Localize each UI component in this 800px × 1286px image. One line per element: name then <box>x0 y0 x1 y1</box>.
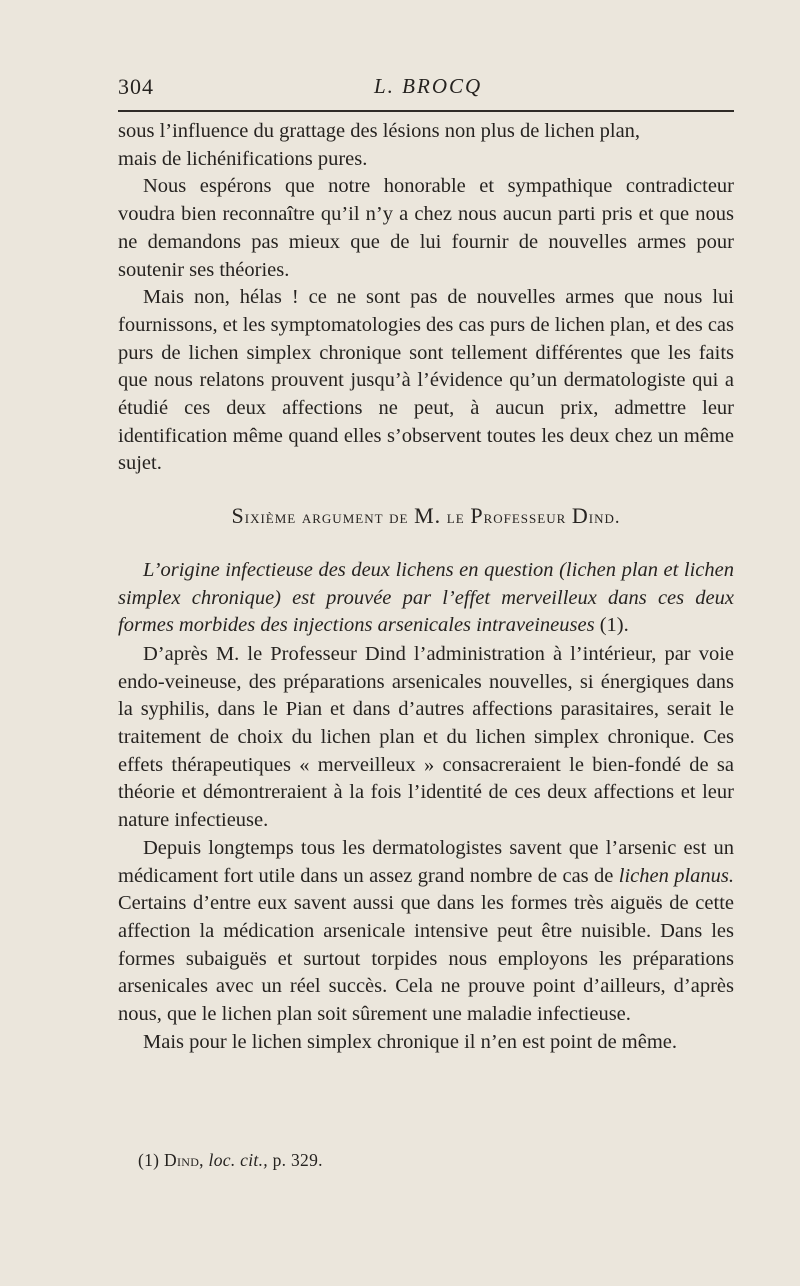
paragraph-continuation-line-2: mais de lichénifications pures. <box>118 147 368 170</box>
paragraph-continuation <box>118 118 734 173</box>
footnote <box>138 1150 323 1171</box>
page-body <box>118 118 734 1057</box>
italic-term: lichen planus. <box>618 864 735 887</box>
paragraph: Nous espérons que notre honorable et sympathique contradicteur voudra bien reconnaître qu’il n’y a chez nous aucun parti pris et que nous ne demandons pas mieux que de lui fournir de nouvelles armes pour soutenir ses théories. <box>118 175 734 281</box>
footnote-page: p. 329. <box>272 1150 323 1170</box>
footnote-reference-text: loc. cit., <box>208 1150 268 1170</box>
footnote-number: (1) <box>138 1150 160 1170</box>
header-rule <box>118 110 734 112</box>
thesis-statement: L’origine infectieuse des deux lichens en question (lichen plan et lichen simplex chronique) est prouvée par l’effet merveilleux dans ces deux formes morbides des injections arsenicales intraveineuses (1). <box>118 558 734 637</box>
paragraph: Mais non, hélas ! ce ne sont pas de nouvelles armes que nous lui fournissons, et les symptomatologies des cas purs de lichen plan, et des cas purs de lichen simplex chronique sont tellement différentes que les faits que nous relatons prouvent jusqu’à l’évidence qu’un dermatologiste qui a étudié ces deux affections ne peut, à aucun prix, admettre leur identification même quand elles s’observent toutes les deux chez un même sujet. <box>118 286 735 475</box>
running-head <box>118 72 728 102</box>
footnote-reference: (1). <box>599 614 629 637</box>
paragraph: D’après M. le Professeur Dind l’administration à l’intérieur, par voie endo-veineuse, des préparations arsenicales nouvelles, si énergiques dans la syphilis, dans le Pian et dans d’autres affections parasitaires, serait le traitement de choix du lichen plan et du lichen simplex chronique. Ces effets thérapeutiques « merveilleux » consacreraient le bien-fondé de sa théorie et démontreraient à la fois l’identité de ces deux affections et leur nature infectieuse. <box>118 642 734 832</box>
paragraph: Depuis longtemps tous les dermatologistes savent que l’arsenic est un médicament fort utile dans un assez grand nombre de cas de lichen planus. Certains d’entre eux savent aussi que dans les formes très aiguës de cette affection la médication arsenicale intensive peut être nuisible. Dans les formes subaiguës et surtout torpides nous employons les préparations arsenicales avec un réel succès. Cela ne prouve point d’ailleurs, d’après nous, que le lichen plan soit sûrement une maladie infectieuse. <box>118 836 735 1026</box>
footnote-author: Dind, <box>164 1150 204 1170</box>
paragraph: Mais pour le lichen simplex chronique il n’en est point de même. <box>143 1030 678 1053</box>
running-head-author: L. BROCQ <box>374 74 483 98</box>
page-number: 304 <box>118 74 154 99</box>
section-heading: Sixième argument de M. le Professeur Dind. <box>231 503 621 529</box>
paragraph-continuation-line-1: sous l’influence du grattage des lésions non plus de lichen plan, <box>118 120 641 142</box>
